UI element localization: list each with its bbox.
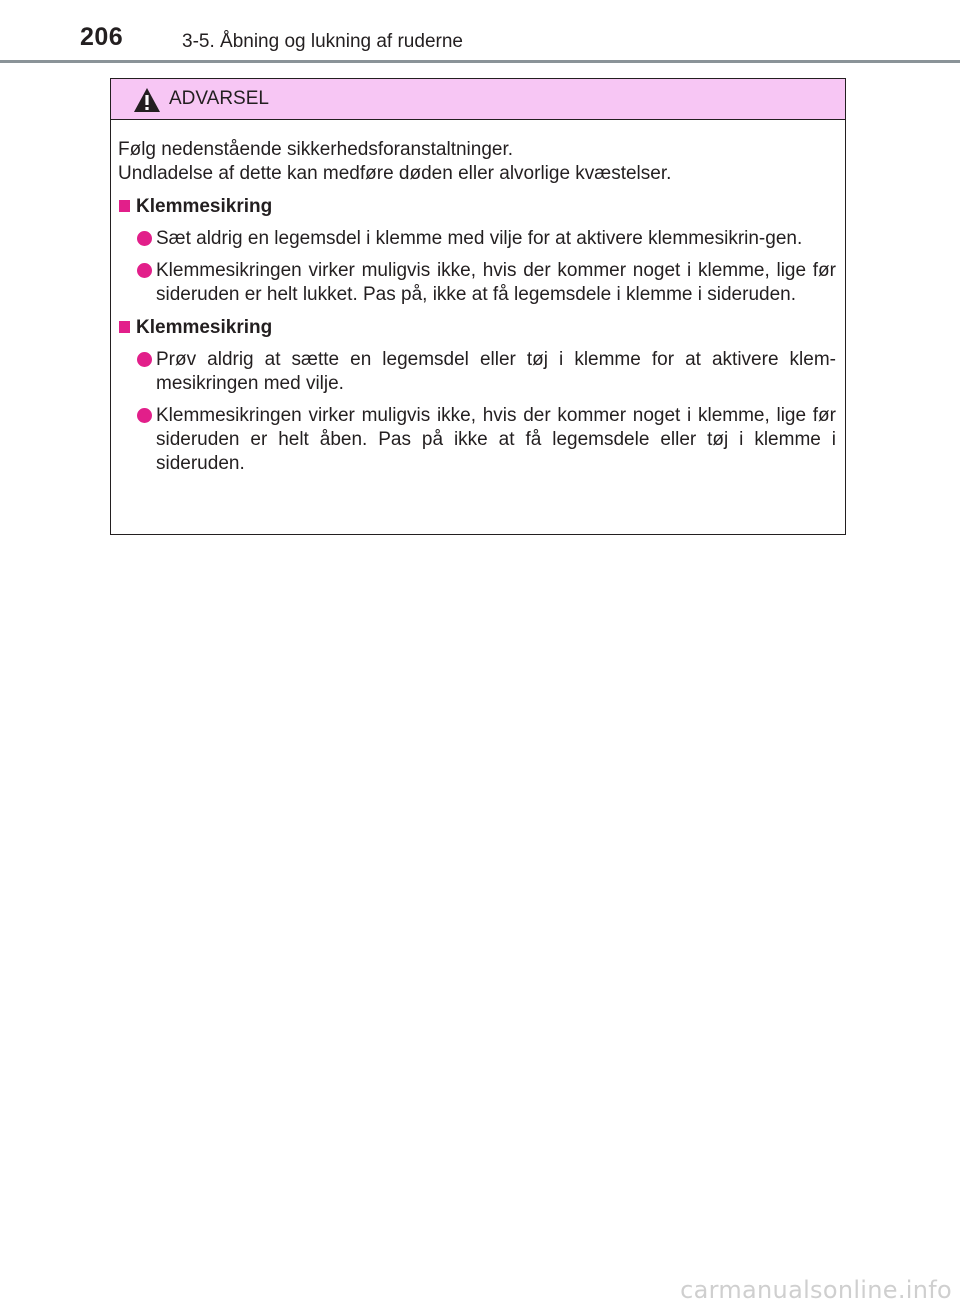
warning-box: [110, 78, 846, 535]
circle-bullet-icon: [137, 231, 152, 246]
circle-bullet-icon: [137, 408, 152, 423]
circle-bullet-icon: [137, 352, 152, 367]
page-number: 206: [80, 23, 124, 51]
circle-bullet-icon: [137, 263, 152, 278]
header-rule: [0, 60, 960, 63]
list-item: [118, 259, 836, 307]
page-header: [0, 0, 960, 64]
list-item-text: Klemmesikringen virker muligvis ikke, hvis der kommer noget i klemme, lige før sideruden er helt åben. Pas på ikke at få legemsdele eller tøj i klemme i sideruden.: [156, 405, 836, 474]
warning-body: [111, 120, 845, 476]
section-heading-text: Klemmesikring: [136, 196, 273, 217]
square-bullet-icon: [119, 321, 130, 333]
watermark-text: carmanualsonline.info: [680, 1276, 952, 1304]
list-item: [118, 348, 836, 396]
square-bullet-icon: [119, 200, 130, 212]
list-item-text: Prøv aldrig at sætte en legemsdel eller tøj i klemme for at aktivere klem-mesikringen med vilje.: [156, 349, 836, 394]
list-item: [118, 404, 836, 476]
intro-line: Følg nedenstående sikkerhedsforanstaltninger.: [118, 139, 514, 160]
warning-title: ADVARSEL: [169, 88, 269, 109]
list-item: [118, 227, 836, 251]
intro-line: Undladelse af dette kan medføre døden eller alvorlige kvæstelser.: [118, 163, 672, 184]
list-item-text: Sæt aldrig en legemsdel i klemme med vilje for at aktivere klemmesikrin-gen.: [156, 228, 803, 249]
section-heading: [118, 195, 836, 219]
warning-triangle-icon: [133, 87, 161, 113]
section-title: 3-5. Åbning og lukning af ruderne: [182, 31, 463, 52]
warning-header: [111, 79, 845, 120]
section-heading-text: Klemmesikring: [136, 317, 273, 338]
section-heading: [118, 316, 836, 340]
list-item-text: Klemmesikringen virker muligvis ikke, hvis der kommer noget i klemme, lige før sideruden er helt lukket. Pas på, ikke at få legemsdele i klemme i sideruden.: [156, 260, 836, 305]
